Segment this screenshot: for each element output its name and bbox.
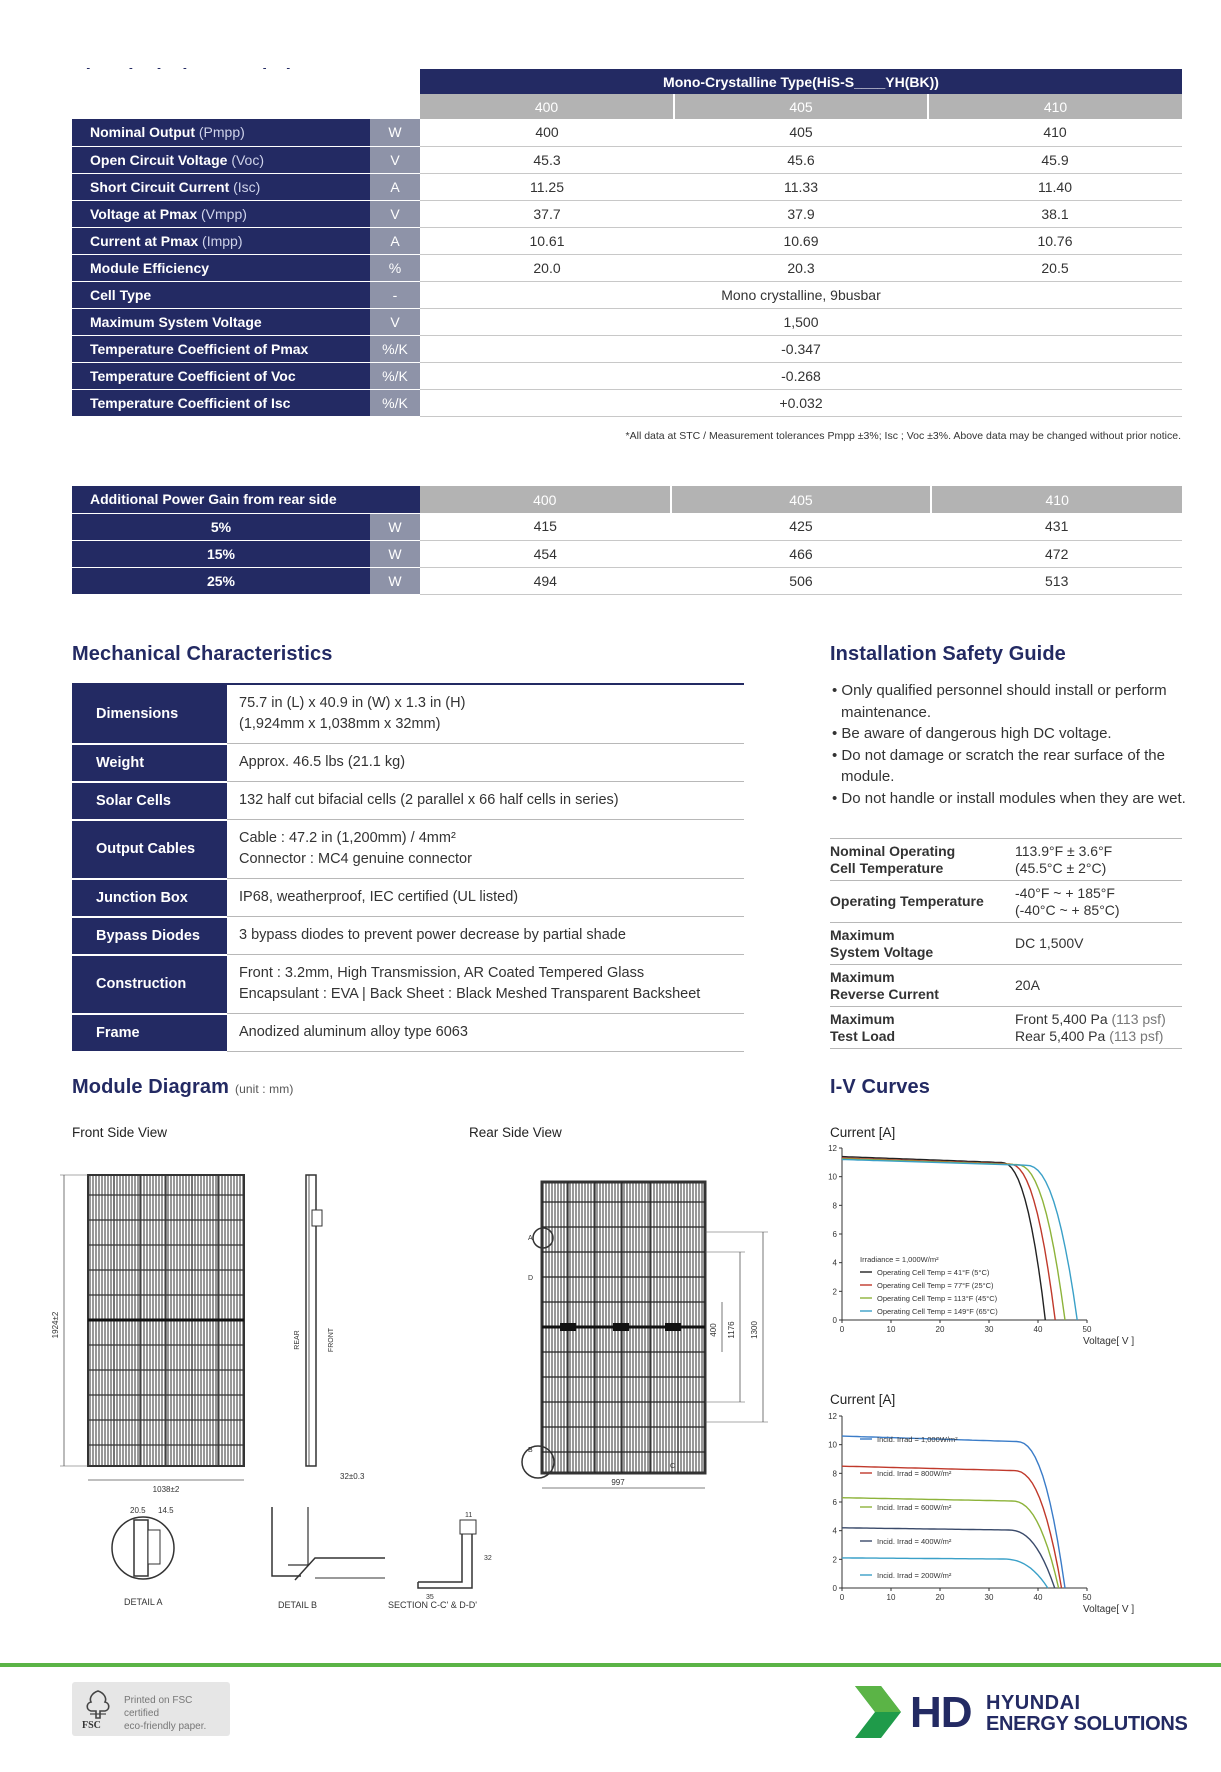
- installation-row-label: [830, 881, 1015, 923]
- power-gain-row: [72, 513, 1182, 540]
- iv-y-tick-label: 0: [832, 1584, 837, 1593]
- rear-mark-c: C: [670, 1463, 676, 1470]
- safety-bullets: [830, 680, 1190, 809]
- dim-400: 400: [709, 1323, 718, 1337]
- installation-value-line: [1015, 935, 1182, 952]
- iv-legend-entry: Operating Cell Temp = 41°F (5°C): [877, 1268, 990, 1277]
- mechanical-row-value: [227, 820, 744, 879]
- electrical-row-label: [72, 362, 370, 389]
- front-height-dim: 1924±2: [51, 1311, 60, 1339]
- iv-x-axis-label: Voltage[ V ]: [1083, 1336, 1135, 1347]
- electrical-row-value: 11.40: [928, 173, 1182, 200]
- model-410-header: 410: [928, 94, 1182, 119]
- front-width-dim: 1038±2: [152, 1485, 180, 1494]
- iv-y-tick-label: 0: [832, 1316, 837, 1325]
- detail-a-dim-20-5: 20.5: [130, 1506, 146, 1515]
- power-gain-label: 25%: [72, 567, 370, 594]
- mechanical-value-line: IP68, weatherproof, IEC certified (UL listed): [239, 889, 519, 905]
- electrical-row-value: 45.6: [674, 146, 928, 173]
- iv-chart-temperature: [830, 1140, 1190, 1362]
- iv-x-tick-label: 20: [935, 1593, 945, 1602]
- fsc-text: [124, 1694, 224, 1733]
- gain-model-405-header: 405: [671, 486, 932, 513]
- mechanical-row: [72, 879, 744, 917]
- electrical-row-label: [72, 227, 370, 254]
- iv-y-tick-label: 12: [828, 1144, 837, 1153]
- installation-value-text: Front 5,400 Pa: [1015, 1010, 1108, 1027]
- power-gain-unit: W: [370, 567, 420, 594]
- electrical-label-text: Short Circuit Current: [90, 178, 230, 195]
- hyundai-logo-icon: [855, 1686, 903, 1738]
- module-diagram-title: [72, 1076, 293, 1099]
- iv-legend-entry: Operating Cell Temp = 149°F (65°C): [877, 1307, 998, 1316]
- iv-x-tick-label: 40: [1033, 1325, 1043, 1334]
- electrical-row-unit: %/K: [370, 335, 420, 362]
- mechanical-row-value: [227, 744, 744, 782]
- electrical-row-unit: -: [370, 281, 420, 308]
- installation-value-text: (45.5°C ± 2°C): [1015, 859, 1107, 876]
- iv-curves-title: I-V Curves: [830, 1076, 930, 1098]
- electrical-row: [72, 146, 1182, 173]
- mechanical-row-label: Junction Box: [72, 879, 227, 917]
- electrical-label-text: Maximum System Voltage: [90, 313, 262, 330]
- electrical-row-value: 20.0: [420, 254, 674, 281]
- iv-x-tick-label: 20: [935, 1325, 945, 1334]
- model-405-header: 405: [674, 94, 928, 119]
- installation-row-label: [830, 839, 1015, 881]
- electrical-row-label: [72, 200, 370, 227]
- installation-label-line: Operating Temperature: [830, 893, 984, 909]
- electrical-row-unit: A: [370, 227, 420, 254]
- iv-x-tick-label: 30: [984, 1593, 994, 1602]
- detail-b-label: DETAIL B: [278, 1600, 318, 1610]
- fsc-badge: [72, 1682, 230, 1736]
- mechanical-row: [72, 1014, 744, 1052]
- mechanical-row-label: Construction: [72, 955, 227, 1014]
- installation-label-line: Test Load: [830, 1027, 896, 1044]
- iv-x-tick-label: 0: [839, 1593, 845, 1602]
- iv-x-tick-label: 10: [886, 1593, 896, 1602]
- installation-label-line: System Voltage: [830, 943, 934, 960]
- mechanical-row-value: [227, 955, 744, 1014]
- electrical-row-value: Mono crystalline, 9busbar: [420, 281, 1182, 308]
- logo-hyundai: HYUNDAI: [986, 1692, 1081, 1714]
- mechanical-value-line: Front : 3.2mm, High Transmission, AR Coated Tempered Glass: [239, 965, 645, 981]
- logo-hd: HD: [910, 1688, 972, 1737]
- mechanical-value-line: Connector : MC4 genuine connector: [239, 851, 472, 867]
- electrical-row-value: 11.33: [674, 173, 928, 200]
- iv-x-tick-label: 40: [1033, 1593, 1043, 1602]
- installation-label-line: Maximum: [830, 926, 895, 943]
- iv-x-tick-label: 50: [1082, 1593, 1092, 1602]
- electrical-row-value: 10.69: [674, 227, 928, 254]
- electrical-row-label: [72, 389, 370, 416]
- electrical-row: [72, 200, 1182, 227]
- electrical-row-label: [72, 335, 370, 362]
- electrical-row-value: 410: [928, 119, 1182, 146]
- dim-1176: 1176: [727, 1321, 736, 1339]
- iv-y-tick-label: 4: [832, 1258, 837, 1268]
- installation-row-value: [1015, 839, 1182, 881]
- iv-y-tick-label: 10: [828, 1172, 837, 1182]
- electrical-row-value: 20.5: [928, 254, 1182, 281]
- footer-green-bar: [0, 1663, 1221, 1667]
- installation-value-line: [1015, 860, 1182, 877]
- electrical-row: [72, 173, 1182, 200]
- section-dim-11: 11: [465, 1512, 473, 1519]
- electrical-row-value: 38.1: [928, 200, 1182, 227]
- installation-value-text: 20A: [1015, 977, 1040, 993]
- mechanical-row-label: Bypass Diodes: [72, 917, 227, 955]
- mechanical-table: [72, 683, 744, 1053]
- safety-bullet: • Be aware of dangerous high DC voltage.: [830, 723, 1190, 745]
- electrical-row-unit: V: [370, 146, 420, 173]
- electrical-label-text: Nominal Output: [90, 124, 195, 141]
- electrical-row-unit: A: [370, 173, 420, 200]
- electrical-row-value: 37.9: [674, 200, 928, 227]
- electrical-row-value: 1,500: [420, 308, 1182, 335]
- electrical-label-text: Module Efficiency: [90, 259, 210, 276]
- iv-chart2-ylabel: Current [A]: [830, 1392, 896, 1407]
- installation-value-sub: (113 psf): [1109, 1027, 1164, 1044]
- installation-row: [830, 881, 1182, 923]
- module-diagram-unit: (unit : mm): [234, 1082, 294, 1096]
- electrical-label-sub: (Impp): [202, 232, 243, 249]
- mechanical-row-label: Output Cables: [72, 820, 227, 879]
- electrical-row-unit: %/K: [370, 362, 420, 389]
- electrical-row-value: 11.25: [420, 173, 674, 200]
- installation-row-value: [1015, 881, 1182, 923]
- electrical-label-text: Open Circuit Voltage: [90, 151, 228, 168]
- mechanical-row-label: Frame: [72, 1014, 227, 1052]
- mechanical-row-label: Dimensions: [72, 684, 227, 744]
- iv-legend-entry: Incid. Irrad = 400W/m²: [877, 1537, 952, 1546]
- section-label: SECTION C-C' & D-D': [388, 1600, 477, 1610]
- installation-row: [830, 923, 1182, 965]
- power-gain-value: 425: [671, 513, 932, 540]
- rear-mark-d: D: [528, 1275, 534, 1282]
- electrical-table: [72, 69, 1182, 417]
- iv-legend-entry: Incid. Irrad = 200W/m²: [877, 1571, 952, 1580]
- iv-x-tick-label: 10: [886, 1325, 896, 1334]
- electrical-row-label: [72, 119, 370, 146]
- side-view: [294, 1175, 365, 1481]
- safety-bullet: • Do not handle or install modules when they are wet.: [830, 788, 1190, 810]
- power-gain-value: 513: [931, 567, 1182, 594]
- installation-value-line: [1015, 1028, 1182, 1045]
- electrical-row: [72, 227, 1182, 254]
- installation-value-text: -40°F ~ + 185°F: [1015, 884, 1115, 901]
- mechanical-value-line: Anodized aluminum alloy type 6063: [239, 1024, 468, 1040]
- safety-bullet: • Only qualified personnel should install or perform maintenance.: [830, 680, 1190, 723]
- installation-label-line: Maximum: [830, 968, 895, 985]
- electrical-row-label: [72, 254, 370, 281]
- thickness-dim: 32±0.3: [340, 1472, 365, 1481]
- mechanical-value-line: 75.7 in (L) x 40.9 in (W) x 1.3 in (H): [239, 695, 466, 711]
- power-gain-header: Additional Power Gain from rear side: [72, 486, 420, 513]
- mechanical-row: [72, 782, 744, 820]
- iv-y-tick-label: 8: [832, 1201, 837, 1211]
- installation-value-text: Rear 5,400 Pa: [1015, 1027, 1106, 1044]
- mechanical-row: [72, 820, 744, 879]
- iv-series-line: [842, 1466, 1062, 1588]
- gain-model-410-header: 410: [931, 486, 1182, 513]
- power-gain-value: 454: [420, 540, 671, 567]
- electrical-row-unit: W: [370, 119, 420, 146]
- power-gain-row: [72, 540, 1182, 567]
- power-gain-value: 472: [931, 540, 1182, 567]
- section-cc-dd: [388, 1512, 492, 1610]
- iv-x-axis-label: Voltage[ V ]: [1083, 1604, 1135, 1615]
- electrical-row-label: [72, 146, 370, 173]
- mechanical-row-value: [227, 782, 744, 820]
- electrical-row-value: 405: [674, 119, 928, 146]
- fsc-mark: FSC: [82, 1720, 101, 1731]
- mechanical-row-value: [227, 684, 744, 744]
- electrical-row-value: 45.9: [928, 146, 1182, 173]
- installation-value-text: (-40°C ~ + 85°C): [1015, 901, 1120, 918]
- electrical-row-value: +0.032: [420, 389, 1182, 416]
- mechanical-value-line: 3 bypass diodes to prevent power decrease by partial shade: [239, 927, 626, 943]
- installation-value-line: [1015, 902, 1182, 919]
- iv-legend-entry: Incid. Irrad = 1,000W/m²: [877, 1435, 958, 1444]
- electrical-row-value: 10.61: [420, 227, 674, 254]
- fsc-text-line: Printed on FSC certified: [124, 1695, 193, 1719]
- safety-title: Installation Safety Guide: [830, 643, 1066, 665]
- power-gain-value: 466: [671, 540, 932, 567]
- iv-y-tick-label: 10: [828, 1440, 837, 1450]
- section-dim-35: 35: [426, 1594, 434, 1601]
- electrical-label-text: Voltage at Pmax: [90, 205, 198, 222]
- installation-label-line: Maximum: [830, 1010, 895, 1027]
- electrical-row: [72, 362, 1182, 389]
- electrical-row-value: 37.7: [420, 200, 674, 227]
- rear-mark-b: B: [528, 1447, 533, 1454]
- side-front-label: FRONT: [328, 1327, 335, 1353]
- module-type-header: Mono-Crystalline Type(HiS-S____YH(BK)): [420, 69, 1182, 94]
- electrical-row-unit: %: [370, 254, 420, 281]
- installation-value-line: [1015, 977, 1182, 994]
- electrical-row-value: -0.347: [420, 335, 1182, 362]
- electrical-row-label: [72, 281, 370, 308]
- power-gain-row: [72, 567, 1182, 594]
- safety-bullet: • Do not damage or scratch the rear surface of the module.: [830, 745, 1190, 788]
- electrical-row: [72, 389, 1182, 416]
- electrical-row-value: 45.3: [420, 146, 674, 173]
- electrical-row-value: 20.3: [674, 254, 928, 281]
- mechanical-value-line: 132 half cut bifacial cells (2 parallel x 66 half cells in series): [239, 792, 619, 808]
- mechanical-row: [72, 744, 744, 782]
- electrical-label-text: Cell Type: [90, 286, 152, 303]
- mechanical-value-line: Approx. 46.5 lbs (21.1 kg): [239, 754, 406, 770]
- mechanical-value-line: Cable : 47.2 in (1,200mm) / 4mm²: [239, 830, 456, 846]
- module-diagram: [50, 1150, 780, 1620]
- electrical-label-text: Temperature Coefficient of Pmax: [90, 340, 309, 357]
- installation-value-sub: (113 psf): [1111, 1010, 1166, 1027]
- electrical-label-text: Temperature Coefficient of Voc: [90, 367, 296, 384]
- electrical-label-sub: (Voc): [231, 151, 265, 168]
- iv-y-tick-label: 6: [832, 1230, 837, 1239]
- front-side-view: [51, 1175, 244, 1494]
- detail-a: [112, 1506, 174, 1607]
- electrical-row: [72, 335, 1182, 362]
- detail-a-dim-14-5: 14.5: [158, 1506, 174, 1515]
- mechanical-row-value: [227, 1014, 744, 1052]
- iv-legend-entry: Operating Cell Temp = 113°F (45°C): [877, 1294, 998, 1303]
- mechanical-row-value: [227, 879, 744, 917]
- fsc-text-line: eco-friendly paper.: [124, 1721, 207, 1732]
- electrical-row-value: 400: [420, 119, 674, 146]
- electrical-label-sub: (Pmpp): [198, 124, 245, 141]
- installation-row-value: [1015, 965, 1182, 1007]
- iv-legend-entry: Operating Cell Temp = 77°F (25°C): [877, 1281, 994, 1290]
- electrical-row-unit: %/K: [370, 389, 420, 416]
- detail-a-label: DETAIL A: [124, 1597, 163, 1607]
- electrical-row: [72, 119, 1182, 146]
- model-400-header: 400: [420, 94, 674, 119]
- rear-width-dim: 997: [611, 1478, 625, 1487]
- electrical-row-unit: V: [370, 308, 420, 335]
- iv-y-tick-label: 8: [832, 1469, 837, 1479]
- section-dim-32: 32: [484, 1555, 492, 1562]
- mechanical-value-line: Encapsulant : EVA | Back Sheet : Black Meshed Transparent Backsheet: [239, 986, 701, 1002]
- electrical-label-text: Current at Pmax: [90, 232, 199, 249]
- power-gain-value: 506: [671, 567, 932, 594]
- installation-row-value: [1015, 923, 1182, 965]
- mechanical-row: [72, 917, 744, 955]
- power-gain-value: 431: [931, 513, 1182, 540]
- gain-model-400-header: 400: [420, 486, 671, 513]
- electrical-row-label: [72, 173, 370, 200]
- installation-value-line: [1015, 1011, 1182, 1028]
- iv-y-tick-label: 12: [828, 1412, 837, 1421]
- power-gain-label: 15%: [72, 540, 370, 567]
- electrical-row-value: -0.268: [420, 362, 1182, 389]
- mechanical-row-value: [227, 917, 744, 955]
- mechanical-row: [72, 684, 744, 744]
- installation-value-line: [1015, 843, 1182, 860]
- iv-x-tick-label: 30: [984, 1325, 994, 1334]
- electrical-row: [72, 308, 1182, 335]
- electrical-label-sub: (Isc): [233, 178, 261, 195]
- iv-x-tick-label: 0: [839, 1325, 845, 1334]
- mechanical-value-line: (1,924mm x 1,038mm x 32mm): [239, 716, 441, 732]
- installation-value-text: DC 1,500V: [1015, 935, 1084, 951]
- iv-legend-entry: Incid. Irrad = 600W/m²: [877, 1503, 952, 1512]
- iv-legend-entry: Incid. Irrad = 800W/m²: [877, 1469, 952, 1478]
- installation-row-label: [830, 965, 1015, 1007]
- fsc-tree-icon: [80, 1688, 116, 1720]
- iv-chart-irradiance: [830, 1408, 1190, 1630]
- installation-row-label: [830, 923, 1015, 965]
- electrical-row-label: [72, 308, 370, 335]
- electrical-footnote: *All data at STC / Measurement tolerances Pmpp ±3%; Isc ; Voc ±3%. Above data may be changed without prior notice.: [625, 430, 1181, 442]
- installation-row-label: [830, 1007, 1015, 1049]
- iv-y-tick-label: 2: [832, 1555, 837, 1565]
- mechanical-title: Mechanical Characteristics: [72, 643, 333, 665]
- mechanical-row-label: Weight: [72, 744, 227, 782]
- rear-view-label: Rear Side View: [469, 1125, 562, 1140]
- side-rear-label: REAR: [294, 1330, 301, 1350]
- installation-label-line: Nominal Operating: [830, 842, 956, 859]
- iv-y-tick-label: 2: [832, 1287, 837, 1297]
- installation-row: [830, 965, 1182, 1007]
- mechanical-row: [72, 955, 744, 1014]
- iv-chart1-ylabel: Current [A]: [830, 1125, 896, 1140]
- installation-table: [830, 838, 1182, 1049]
- detail-b: [272, 1507, 385, 1610]
- iv-y-tick-label: 4: [832, 1526, 837, 1536]
- installation-label-line: Reverse Current: [830, 985, 939, 1002]
- electrical-row: [72, 254, 1182, 281]
- mechanical-row-label: Solar Cells: [72, 782, 227, 820]
- power-gain-unit: W: [370, 513, 420, 540]
- iv-legend-title: Irradiance = 1,000W/m²: [860, 1255, 939, 1264]
- power-gain-label: 5%: [72, 513, 370, 540]
- module-diagram-title-text: Module Diagram: [72, 1076, 229, 1098]
- iv-x-tick-label: 50: [1082, 1325, 1092, 1334]
- front-view-label: Front Side View: [72, 1125, 168, 1140]
- dim-1300: 1300: [750, 1321, 759, 1339]
- installation-label-line: Cell Temperature: [830, 859, 944, 876]
- iv-y-tick-label: 6: [832, 1498, 837, 1507]
- installation-row: [830, 1007, 1182, 1049]
- rear-side-view: [522, 1182, 768, 1488]
- installation-value-line: [1015, 885, 1182, 902]
- installation-row-value: [1015, 1007, 1182, 1049]
- power-gain-value: 415: [420, 513, 671, 540]
- electrical-row-value: 10.76: [928, 227, 1182, 254]
- installation-value-text: 113.9°F ± 3.6°F: [1015, 842, 1113, 859]
- electrical-row-unit: V: [370, 200, 420, 227]
- power-gain-unit: W: [370, 540, 420, 567]
- installation-row: [830, 839, 1182, 881]
- electrical-row: [72, 281, 1182, 308]
- power-gain-table: [72, 486, 1182, 595]
- electrical-label-sub: (Vmpp): [201, 205, 247, 222]
- power-gain-value: 494: [420, 567, 671, 594]
- logo-energy-solutions: ENERGY SOLUTIONS: [986, 1713, 1188, 1735]
- electrical-label-text: Temperature Coefficient of Isc: [90, 394, 291, 411]
- rear-mark-a: A: [528, 1235, 533, 1242]
